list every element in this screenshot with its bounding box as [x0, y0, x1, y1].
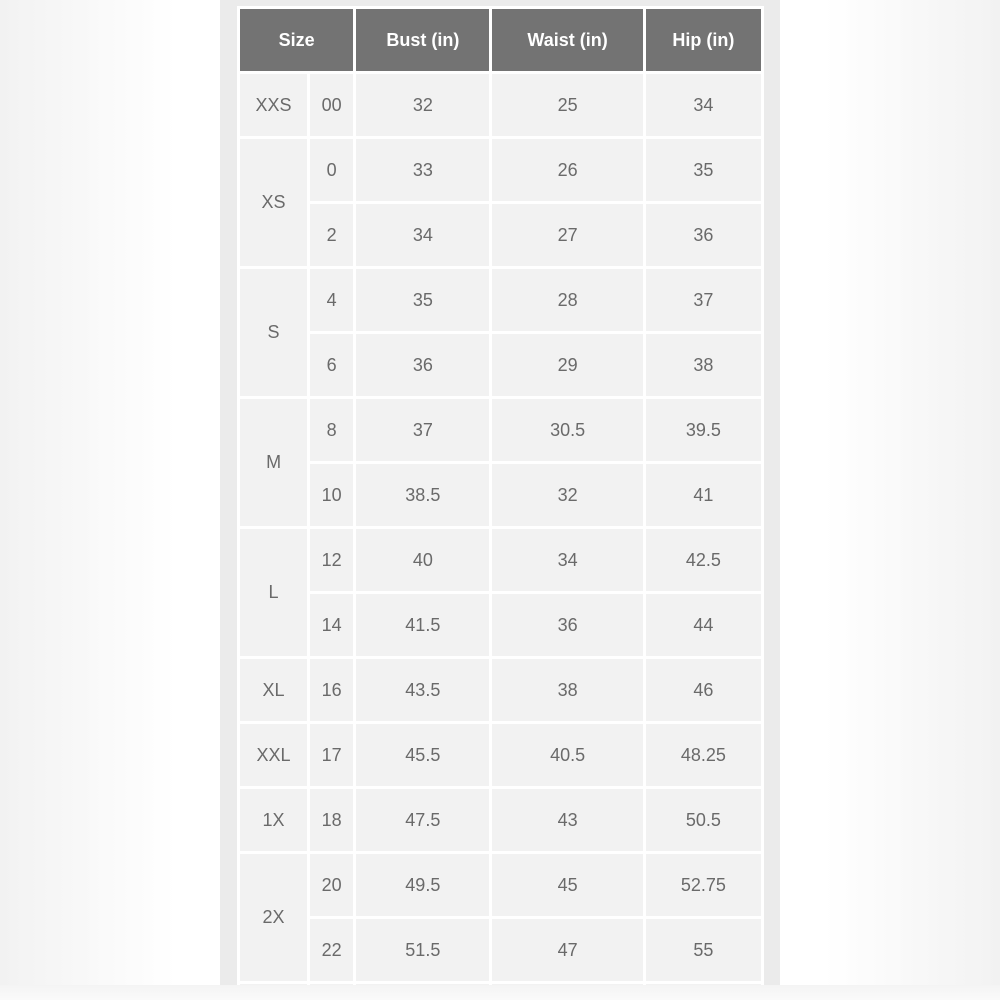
hip-cell: 34	[646, 74, 761, 136]
hip-cell: 41	[646, 464, 761, 526]
waist-cell: 38	[492, 659, 642, 721]
hip-cell: 44	[646, 594, 761, 656]
hip-cell: 39.5	[646, 399, 761, 461]
table-row	[240, 74, 761, 136]
hip-cell: 50.5	[646, 789, 761, 851]
table-row	[240, 399, 761, 461]
table-row	[240, 139, 761, 201]
bust-cell: 47.5	[356, 789, 489, 851]
bust-cell: 51.5	[356, 919, 489, 981]
waist-cell: 43	[492, 789, 642, 851]
waist-cell: 27	[492, 204, 642, 266]
size-label-cell: 2X	[240, 854, 307, 981]
bust-cell: 45.5	[356, 724, 489, 786]
table-row	[240, 529, 761, 591]
table-row	[240, 464, 761, 526]
size-number-cell: 16	[310, 659, 353, 721]
table-row	[240, 659, 761, 721]
table-row	[240, 594, 761, 656]
waist-cell: 36	[492, 594, 642, 656]
header-waist: Waist (in)	[492, 9, 642, 71]
size-number-cell: 20	[310, 854, 353, 916]
hip-cell: 36	[646, 204, 761, 266]
hip-cell: 48.25	[646, 724, 761, 786]
table-row	[240, 204, 761, 266]
size-number-cell: 2	[310, 204, 353, 266]
hip-cell: 35	[646, 139, 761, 201]
size-chart-table	[237, 6, 764, 985]
size-chart-container	[237, 6, 764, 985]
waist-cell: 25	[492, 74, 642, 136]
waist-cell: 34	[492, 529, 642, 591]
size-number-cell: 22	[310, 919, 353, 981]
size-number-cell: 6	[310, 334, 353, 396]
waist-cell: 47	[492, 919, 642, 981]
bust-cell: 33	[356, 139, 489, 201]
size-number-cell: 17	[310, 724, 353, 786]
waist-cell: 30.5	[492, 399, 642, 461]
hip-cell: 38	[646, 334, 761, 396]
hip-cell: 42.5	[646, 529, 761, 591]
table-row	[240, 919, 761, 981]
size-number-cell: 8	[310, 399, 353, 461]
table-row	[240, 724, 761, 786]
waist-cell: 29	[492, 334, 642, 396]
bust-cell: 34	[356, 204, 489, 266]
waist-cell: 26	[492, 139, 642, 201]
table-row	[240, 334, 761, 396]
size-number-cell: 10	[310, 464, 353, 526]
size-label-cell: XS	[240, 139, 307, 266]
table-row	[240, 854, 761, 916]
hip-cell: 46	[646, 659, 761, 721]
size-number-cell: 0	[310, 139, 353, 201]
size-label-cell: XXS	[240, 74, 307, 136]
size-label-cell: XXL	[240, 724, 307, 786]
bottom-edge	[0, 985, 1000, 1000]
waist-cell: 40.5	[492, 724, 642, 786]
size-label-cell: S	[240, 269, 307, 396]
size-label-cell: 1X	[240, 789, 307, 851]
header-size: Size	[240, 9, 353, 71]
size-number-cell: 00	[310, 74, 353, 136]
size-chart-body	[240, 74, 761, 985]
bust-cell: 37	[356, 399, 489, 461]
size-number-cell: 4	[310, 269, 353, 331]
table-row	[240, 789, 761, 851]
table-row	[240, 269, 761, 331]
waist-cell: 45	[492, 854, 642, 916]
size-label-cell: L	[240, 529, 307, 656]
header-hip: Hip (in)	[646, 9, 761, 71]
header-bust: Bust (in)	[356, 9, 489, 71]
bust-cell: 35	[356, 269, 489, 331]
size-number-cell: 18	[310, 789, 353, 851]
bust-cell: 43.5	[356, 659, 489, 721]
bust-cell: 49.5	[356, 854, 489, 916]
size-number-cell: 14	[310, 594, 353, 656]
size-label-cell: M	[240, 399, 307, 526]
bust-cell: 41.5	[356, 594, 489, 656]
size-number-cell: 12	[310, 529, 353, 591]
waist-cell: 28	[492, 269, 642, 331]
header-row	[240, 9, 761, 71]
hip-cell: 37	[646, 269, 761, 331]
bust-cell: 32	[356, 74, 489, 136]
bust-cell: 36	[356, 334, 489, 396]
bust-cell: 38.5	[356, 464, 489, 526]
size-label-cell: XL	[240, 659, 307, 721]
waist-cell: 32	[492, 464, 642, 526]
bust-cell: 40	[356, 529, 489, 591]
hip-cell: 55	[646, 919, 761, 981]
hip-cell: 52.75	[646, 854, 761, 916]
